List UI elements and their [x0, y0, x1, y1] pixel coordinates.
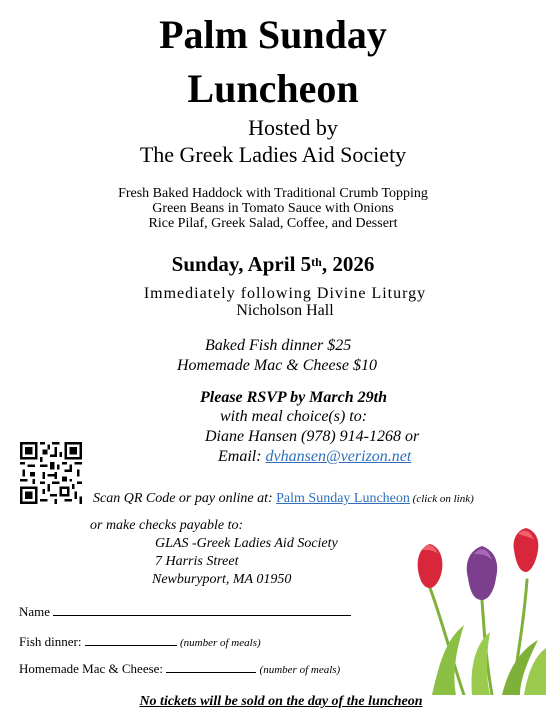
rsvp-contact: Diane Hansen (978) 914-1268 or [205, 428, 420, 445]
title-line-2: Luncheon [187, 66, 359, 111]
menu-item: Rice Pilaf, Greek Salad, Coffee, and Dessert [148, 216, 398, 231]
event-date [0, 252, 546, 276]
email-label: Email: [218, 448, 266, 465]
hosted-by-label: Hosted by [248, 115, 338, 140]
mac-label: Homemade Mac & Cheese: [19, 661, 167, 676]
price-mac: Homemade Mac & Cheese $10 [177, 357, 377, 374]
fish-count-blank[interactable] [85, 633, 177, 646]
date-suffix: th [311, 255, 322, 269]
scan-text: Scan QR Code or pay online at: [93, 491, 277, 506]
name-label: Name [19, 604, 54, 619]
form-fish-row [19, 633, 261, 651]
mac-note: (number of meals) [259, 664, 341, 676]
title-line-1: Palm Sunday [159, 12, 387, 57]
tulip-flowers-image [412, 520, 546, 695]
mac-count-blank[interactable] [166, 660, 256, 673]
fish-label: Fish dinner: [19, 634, 85, 649]
rsvp-email-line [218, 447, 411, 467]
form-name-row [19, 603, 351, 620]
venue: Nicholson Hall [236, 302, 334, 319]
rsvp-instruction: with meal choice(s) to: [220, 408, 368, 425]
luncheon-payment-link[interactable]: Palm Sunday Luncheon [276, 491, 410, 506]
scan-line [93, 491, 474, 507]
payee-city: Newburyport, MA 01950 [152, 572, 292, 587]
date-year: , 2026 [321, 252, 375, 276]
scan-note: (click on link) [409, 493, 474, 505]
qr-code-icon[interactable] [20, 442, 82, 504]
email-link[interactable]: dvhansen@verizon.net [265, 448, 412, 465]
fish-note: (number of meals) [179, 637, 261, 649]
menu-item: Green Beans in Tomato Sauce with Onions [152, 201, 394, 216]
name-blank[interactable] [53, 603, 351, 616]
footer-notice: No tickets will be sold on the day of the luncheon [139, 694, 423, 709]
checks-instruction: or make checks payable to: [90, 518, 244, 533]
rsvp-deadline: Please RSVP by March 29th [200, 389, 387, 406]
host-organization: The Greek Ladies Aid Society [139, 142, 407, 167]
payee-street: 7 Harris Street [155, 554, 239, 569]
form-mac-row [19, 660, 340, 678]
menu-item: Fresh Baked Haddock with Traditional Crumb Topping [118, 186, 428, 201]
timing-note: Immediately following Divine Liturgy [143, 285, 427, 302]
payee-name: GLAS -Greek Ladies Aid Society [155, 536, 338, 551]
price-fish: Baked Fish dinner $25 [205, 337, 352, 354]
date-main: Sunday, April 5 [171, 252, 312, 276]
